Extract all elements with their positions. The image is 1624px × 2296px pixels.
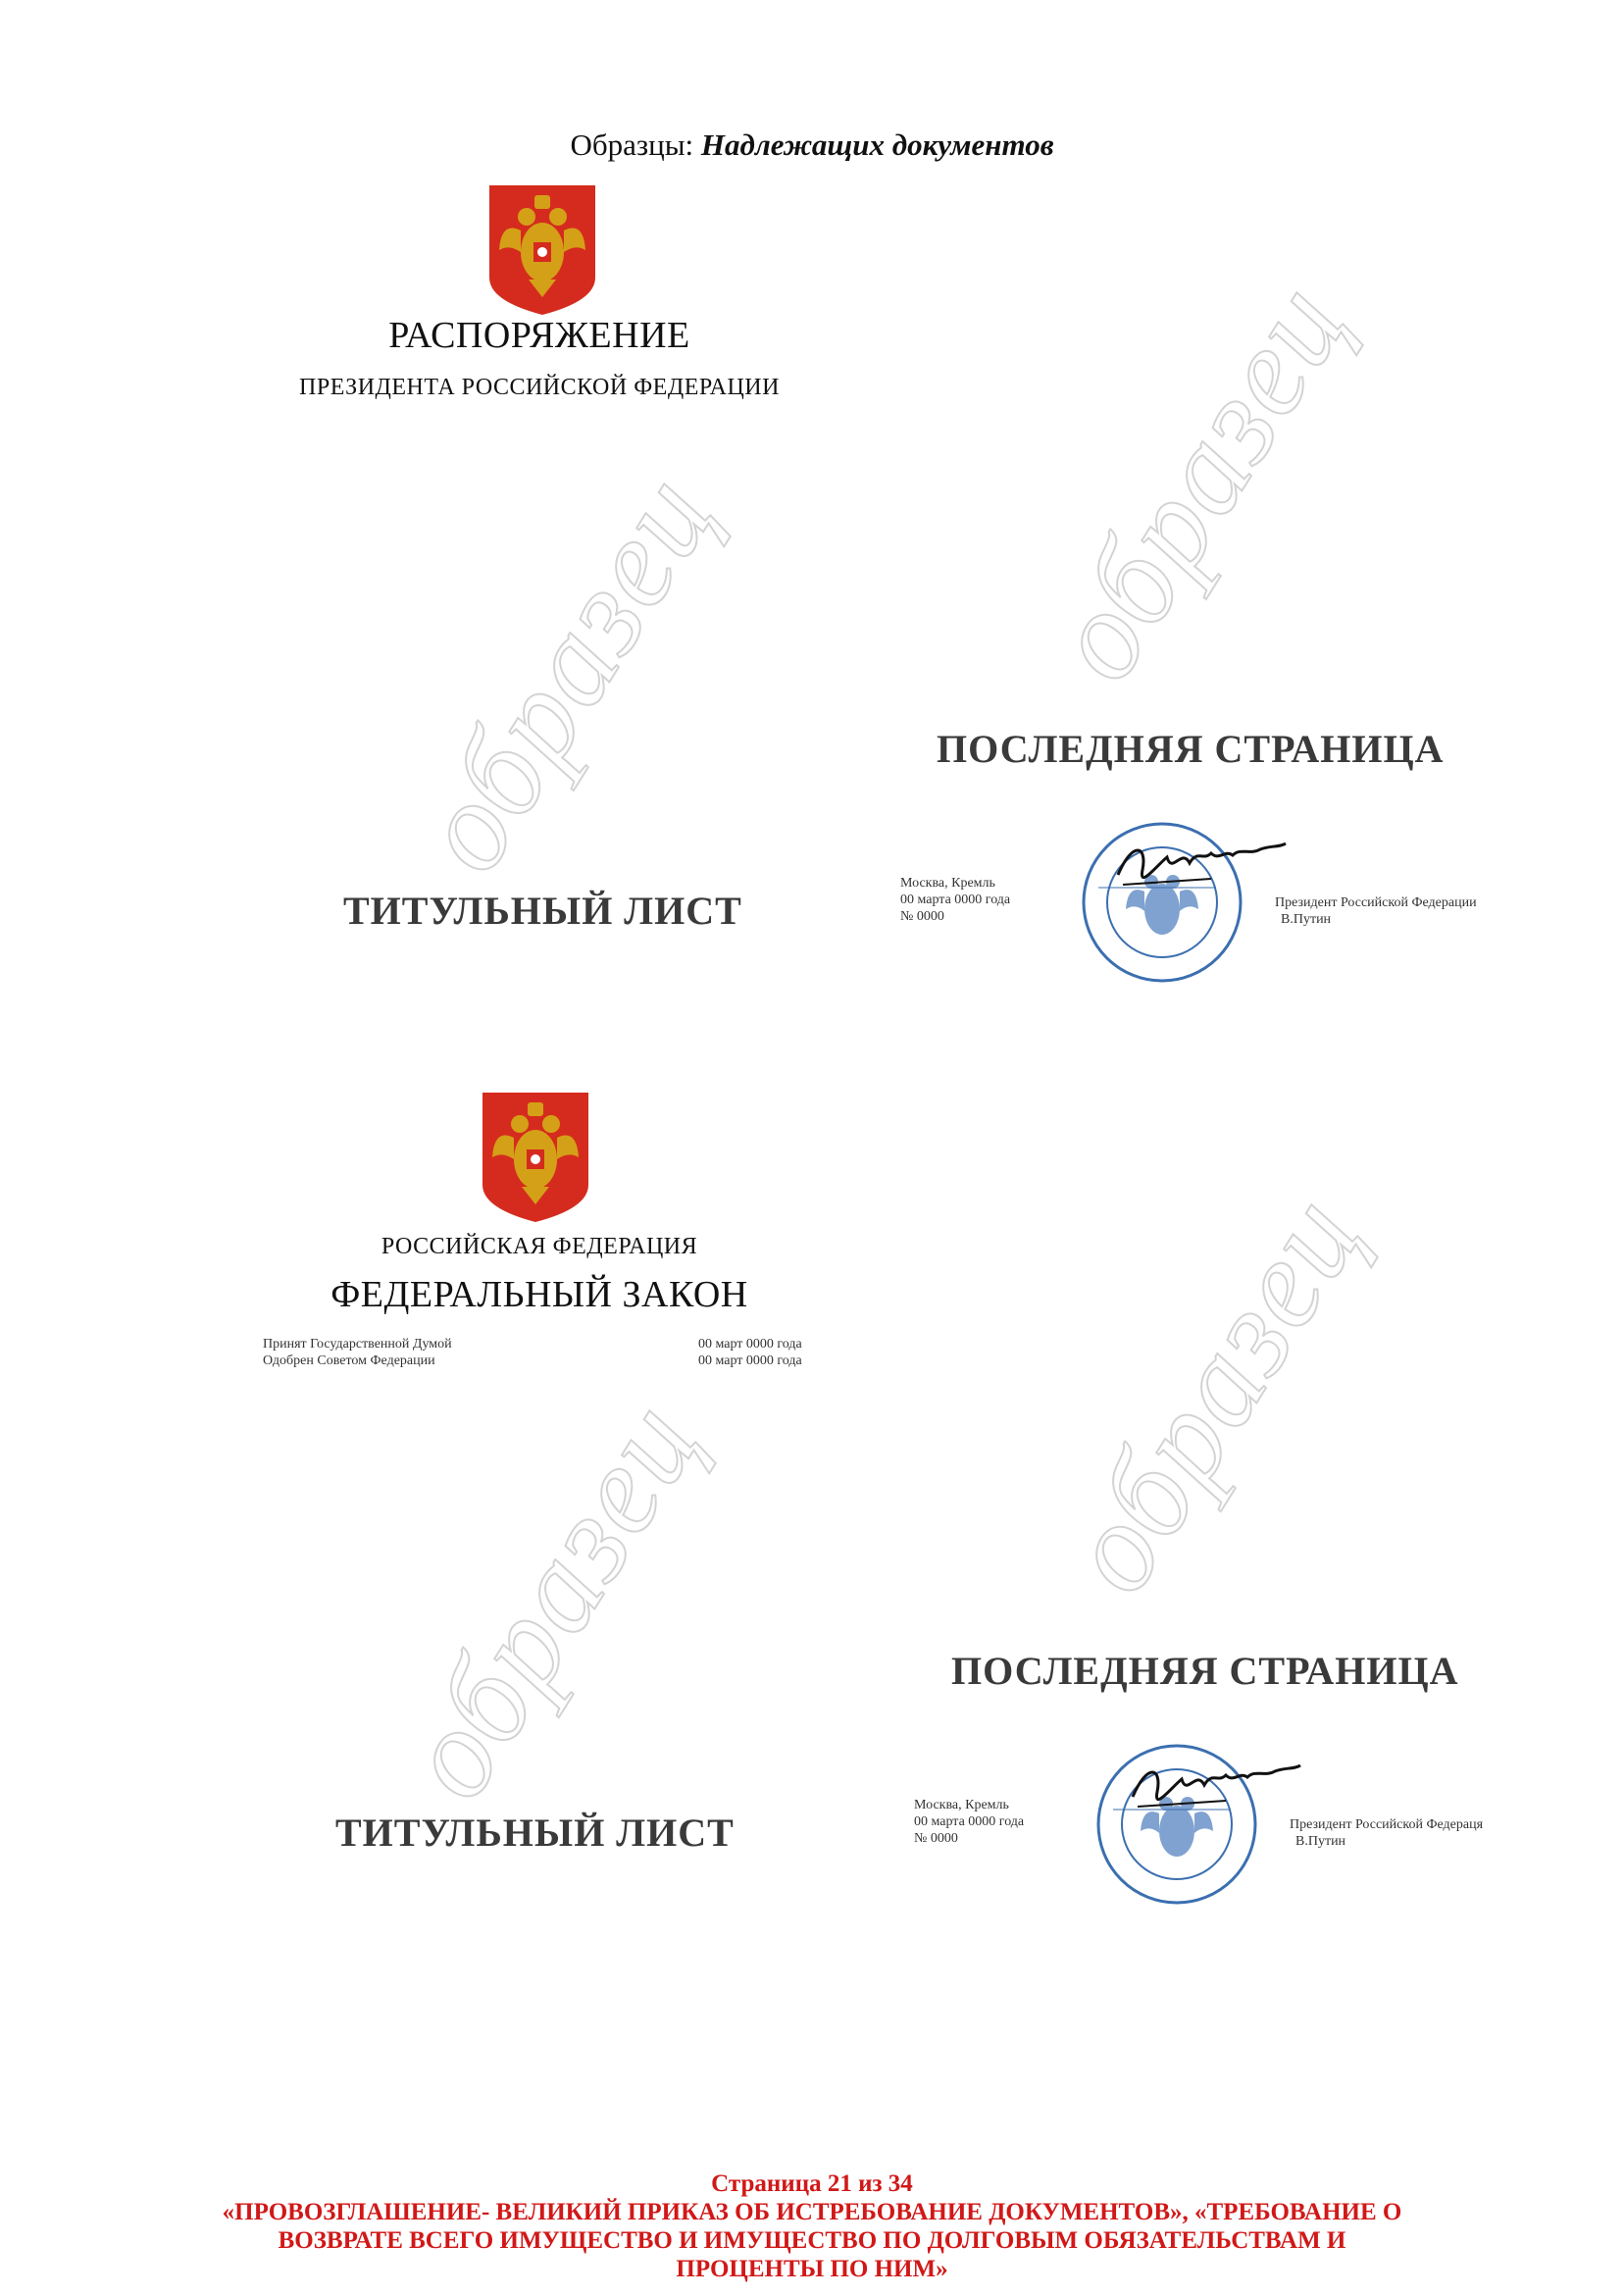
watermark-3: образец bbox=[375, 1376, 728, 1822]
title-page-label-1: ТИТУЛЬНЫЙ ЛИСТ bbox=[343, 889, 742, 933]
decree-subtitle: ПРЕЗИДЕНТА РОССИЙСКОЙ ФЕДЕРАЦИИ bbox=[299, 375, 780, 400]
law-subtitle: РОССИЙСКАЯ ФЕДЕРАЦИЯ bbox=[381, 1234, 698, 1259]
last-page-label-1: ПОСЛЕДНЯЯ СТРАНИЦА bbox=[937, 727, 1445, 771]
heading-title: Надлежащих документов bbox=[700, 128, 1054, 162]
number-1: № 0000 bbox=[900, 909, 944, 924]
watermark-4: образец bbox=[1037, 1170, 1390, 1616]
coat-of-arms-icon-2 bbox=[479, 1089, 592, 1226]
place-2: Москва, Кремль bbox=[914, 1798, 1009, 1812]
signature-2 bbox=[1128, 1758, 1304, 1816]
watermark-2: образец bbox=[1022, 258, 1375, 704]
footer-line-2: ВОЗВРАТЕ ВСЕГО ИМУЩЕСТВО И ИМУЩЕСТВО ПО ДОЛГОВЫМ ОБЯЗАТЕЛЬСТВАМ И bbox=[278, 2227, 1346, 2254]
place-1: Москва, Кремль bbox=[900, 876, 995, 891]
title-page-label-2: ТИТУЛЬНЫЙ ЛИСТ bbox=[335, 1811, 735, 1855]
date-2: 00 марта 0000 года bbox=[914, 1814, 1025, 1829]
number-2: № 0000 bbox=[914, 1831, 958, 1846]
footer-line-3: ПРОЦЕНТЫ ПО НИМ» bbox=[676, 2256, 948, 2282]
watermark-1: образец bbox=[389, 449, 742, 895]
approved-date: 00 март 0000 года bbox=[698, 1353, 802, 1368]
signature-block-left-1 bbox=[900, 875, 1010, 925]
signature-block-left-2 bbox=[914, 1797, 1024, 1847]
law-title: ФЕДЕРАЛЬНЫЙ ЗАКОН bbox=[330, 1274, 748, 1315]
signer-block-2 bbox=[1290, 1816, 1483, 1850]
adopted-text: Принят Государственной Думой bbox=[263, 1337, 452, 1352]
page-heading bbox=[0, 128, 1624, 163]
law-adoption-block bbox=[263, 1336, 452, 1369]
date-1: 00 марта 0000 года bbox=[900, 893, 1011, 907]
signer-name-2: В.Путин bbox=[1295, 1834, 1346, 1849]
signer-position-1: Президент Российской Федерации bbox=[1275, 895, 1477, 910]
page-footer bbox=[0, 2169, 1624, 2283]
adopted-date: 00 март 0000 года bbox=[698, 1337, 802, 1352]
signer-block-1 bbox=[1275, 894, 1477, 928]
approved-text: Одобрен Советом Федерации bbox=[263, 1353, 435, 1368]
footer-line-1: «ПРОВОЗГЛАШЕНИЕ- ВЕЛИКИЙ ПРИКАЗ ОБ ИСТРЕБОВАНИЕ ДОКУМЕНТОВ», «ТРЕБОВАНИЕ О bbox=[222, 2199, 1402, 2225]
page-number: Страница 21 из 34 bbox=[711, 2170, 913, 2197]
heading-prefix: Образцы: bbox=[570, 128, 694, 162]
signature-1 bbox=[1113, 836, 1290, 894]
signer-name-1: В.Путин bbox=[1281, 912, 1332, 927]
law-dates-block bbox=[698, 1336, 802, 1369]
last-page-label-2: ПОСЛЕДНЯЯ СТРАНИЦА bbox=[951, 1649, 1459, 1693]
decree-title: РАСПОРЯЖЕНИЕ bbox=[388, 315, 690, 356]
signer-position-2: Президент Российской Федераця bbox=[1290, 1817, 1484, 1832]
coat-of-arms-icon bbox=[485, 181, 599, 319]
